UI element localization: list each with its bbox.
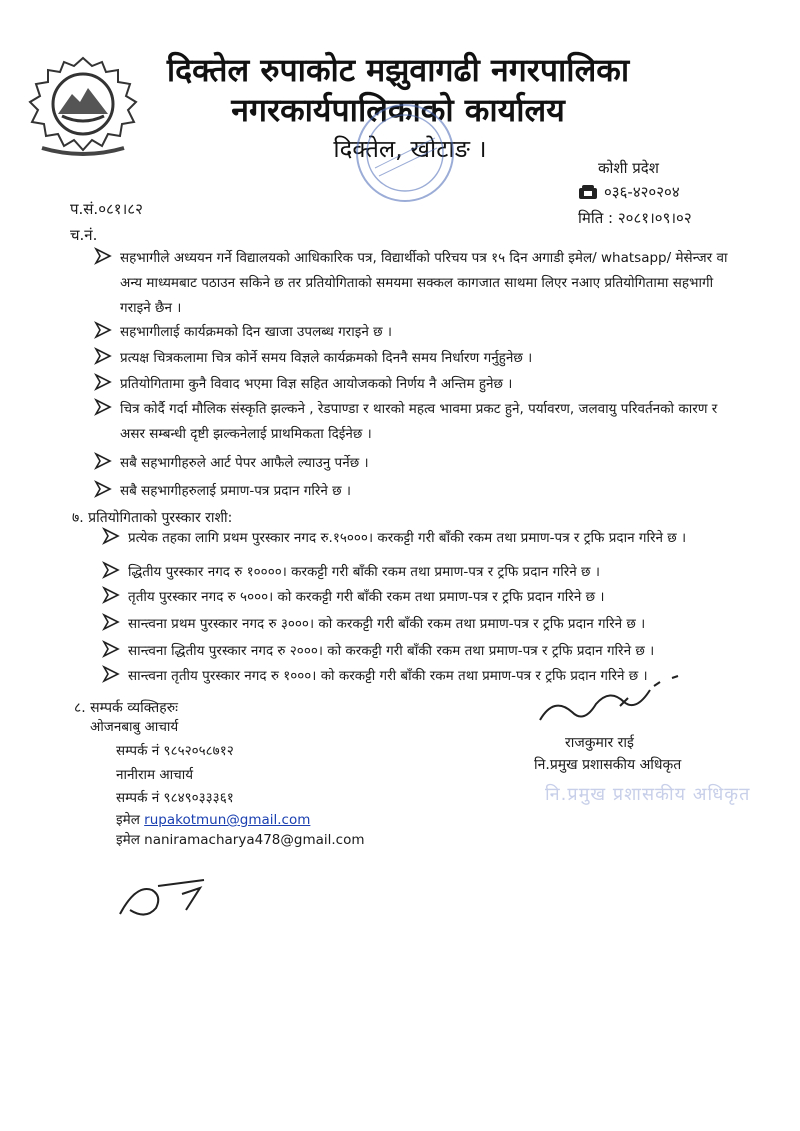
list-item: चित्र कोर्दै गर्दा मौलिक संस्कृति झल्कने , रेडपाण्डा र थारको महत्व भावमा प्रकट हुने, पर्यावरण, जलवायु परिवर्तनको कारण र असर सम्बन्धी दृष्टी झल्कनेलाई प्राथमिकता दिईनेछ । bbox=[94, 397, 744, 447]
list-item: प्रत्येक तहका लागि प्रथम पुरस्कार नगद रु.१५०००। करकट्टी गरी बाँकी रकम तथा प्रमाण-पत्र र ट्रफि प्रदान गरिने छ । bbox=[102, 526, 742, 551]
phone-icon bbox=[578, 184, 598, 200]
arrow-bullet-icon bbox=[94, 346, 112, 366]
signatory-name: राजकुमार राई bbox=[565, 735, 634, 751]
office-seal-icon bbox=[345, 98, 465, 208]
arrow-bullet-icon bbox=[102, 639, 120, 659]
arrow-bullet-icon bbox=[94, 320, 112, 340]
list-item: सान्त्वना तृतीय पुरस्कार नगद रु १०००। को करकट्टी गरी बाँकी रकम तथा प्रमाण-पत्र र ट्रफि प्रदान गरिने छ । bbox=[102, 664, 742, 689]
arrow-bullet-icon bbox=[94, 397, 112, 417]
signatory-title: नि.प्रमुख प्रशासकीय अधिकृत bbox=[534, 757, 682, 773]
municipality-name: दिक्तेल रुपाकोट मझुवागढी नगरपालिका bbox=[166, 51, 630, 89]
phone-line bbox=[578, 182, 680, 202]
arrow-bullet-icon bbox=[102, 664, 120, 684]
list-item: द्धितीय पुरस्कार नगद रु १००००। करकट्टी गरी बाँकी रकम तथा प्रमाण-पत्र र ट्रफि प्रदान गरिने छ । bbox=[102, 560, 742, 585]
arrow-bullet-icon bbox=[94, 451, 112, 471]
list-item: तृतीय पुरस्कार नगद रु ५०००। को करकट्टी गरी बाँकी रकम तथा प्रमाण-पत्र र ट्रफि प्रदान गरिने छ । bbox=[102, 585, 742, 610]
prize-section-heading: ७. प्रतियोगिताको पुरस्कार राशी: bbox=[72, 510, 233, 526]
list-item: सान्त्वना द्धितीय पुरस्कार नगद रु २०००। को करकट्टी गरी बाँकी रकम तथा प्रमाण-पत्र र ट्रफि प्रदान गरिने छ । bbox=[102, 639, 742, 664]
initial-signature bbox=[112, 860, 222, 930]
arrow-bullet-icon bbox=[102, 526, 120, 546]
dispatch-number: च.नं. bbox=[70, 226, 98, 244]
arrow-bullet-icon bbox=[94, 479, 112, 499]
email-link-1[interactable]: rupakotmun@gmail.com bbox=[144, 812, 311, 828]
contact-section-heading: ८. सम्पर्क व्यक्तिहरुः bbox=[74, 700, 178, 716]
municipality-emblem-icon bbox=[22, 52, 144, 162]
contact-person-1: ओजनबाबु आचार्य bbox=[90, 719, 179, 735]
email-label: इमेल bbox=[116, 812, 140, 828]
arrow-bullet-icon bbox=[102, 585, 120, 605]
contact-person-2: नानीराम आचार्य bbox=[116, 767, 194, 783]
contact-number-2: सम्पर्क नं ९८४९०३३३६१ bbox=[116, 790, 234, 806]
letter-reference-number: प.सं.०८१।८२ bbox=[70, 200, 143, 218]
officer-signature bbox=[532, 668, 702, 736]
email-label: इमेल bbox=[116, 832, 140, 848]
email-line-1 bbox=[116, 810, 310, 828]
province: कोशी प्रदेश bbox=[598, 159, 659, 177]
arrow-bullet-icon bbox=[94, 372, 112, 392]
list-item: सहभागीले अध्ययन गर्ने विद्यालयको आधिकारिक पत्र, विद्यार्थीको परिचय पत्र १५ दिन अगाडी इमेल/ whatsapp/ मेसेन्जर वा अन्य माध्यमबाट पठाउन सकिने छ तर प्रतियोगिताको समयमा सक्कल कागजात साथमा लिएर नआए प्रतियोगितामा सहभागी गराइने छैन । bbox=[94, 246, 744, 321]
letter-date: मिति : २०८१।०९।०२ bbox=[578, 209, 692, 227]
email-text-2: naniramacharya478@gmail.com bbox=[144, 832, 365, 848]
contact-number-1: सम्पर्क नं ९८५२०५८७१२ bbox=[116, 743, 234, 759]
office-location: दिक्तेल, खोटाङ । bbox=[333, 135, 487, 163]
office-name: नगरकार्यपालिकाको कार्यालय bbox=[231, 91, 565, 129]
list-item: सबै सहभागीहरुलाई प्रमाण-पत्र प्रदान गरिने छ । bbox=[94, 479, 744, 504]
designation-stamp: नि.प्रमुख प्रशासकीय अधिकृत bbox=[545, 784, 751, 805]
arrow-bullet-icon bbox=[102, 560, 120, 580]
email-line-2 bbox=[116, 830, 365, 848]
arrow-bullet-icon bbox=[102, 612, 120, 632]
list-item: सहभागीलाई कार्यक्रमको दिन खाजा उपलब्ध गराइने छ । bbox=[94, 320, 744, 345]
list-item: प्रतियोगितामा कुनै विवाद भएमा विज्ञ सहित आयोजकको निर्णय नै अन्तिम हुनेछ । bbox=[94, 372, 744, 397]
list-item: सबै सहभागीहरुले आर्ट पेपर आफैले ल्याउनु पर्नेछ । bbox=[94, 451, 744, 476]
list-item: सान्त्वना प्रथम पुरस्कार नगद रु ३०००। को करकट्टी गरी बाँकी रकम तथा प्रमाण-पत्र र ट्रफि प्रदान गरिने छ । bbox=[102, 612, 742, 637]
arrow-bullet-icon bbox=[94, 246, 112, 266]
phone-number: ०३६-४२०२०४ bbox=[604, 183, 680, 201]
list-item: प्रत्यक्ष चित्रकलामा चित्र कोर्ने समय विज्ञले कार्यक्रमको दिननै समय निर्धारण गर्नुहुनेछ । bbox=[94, 346, 744, 371]
